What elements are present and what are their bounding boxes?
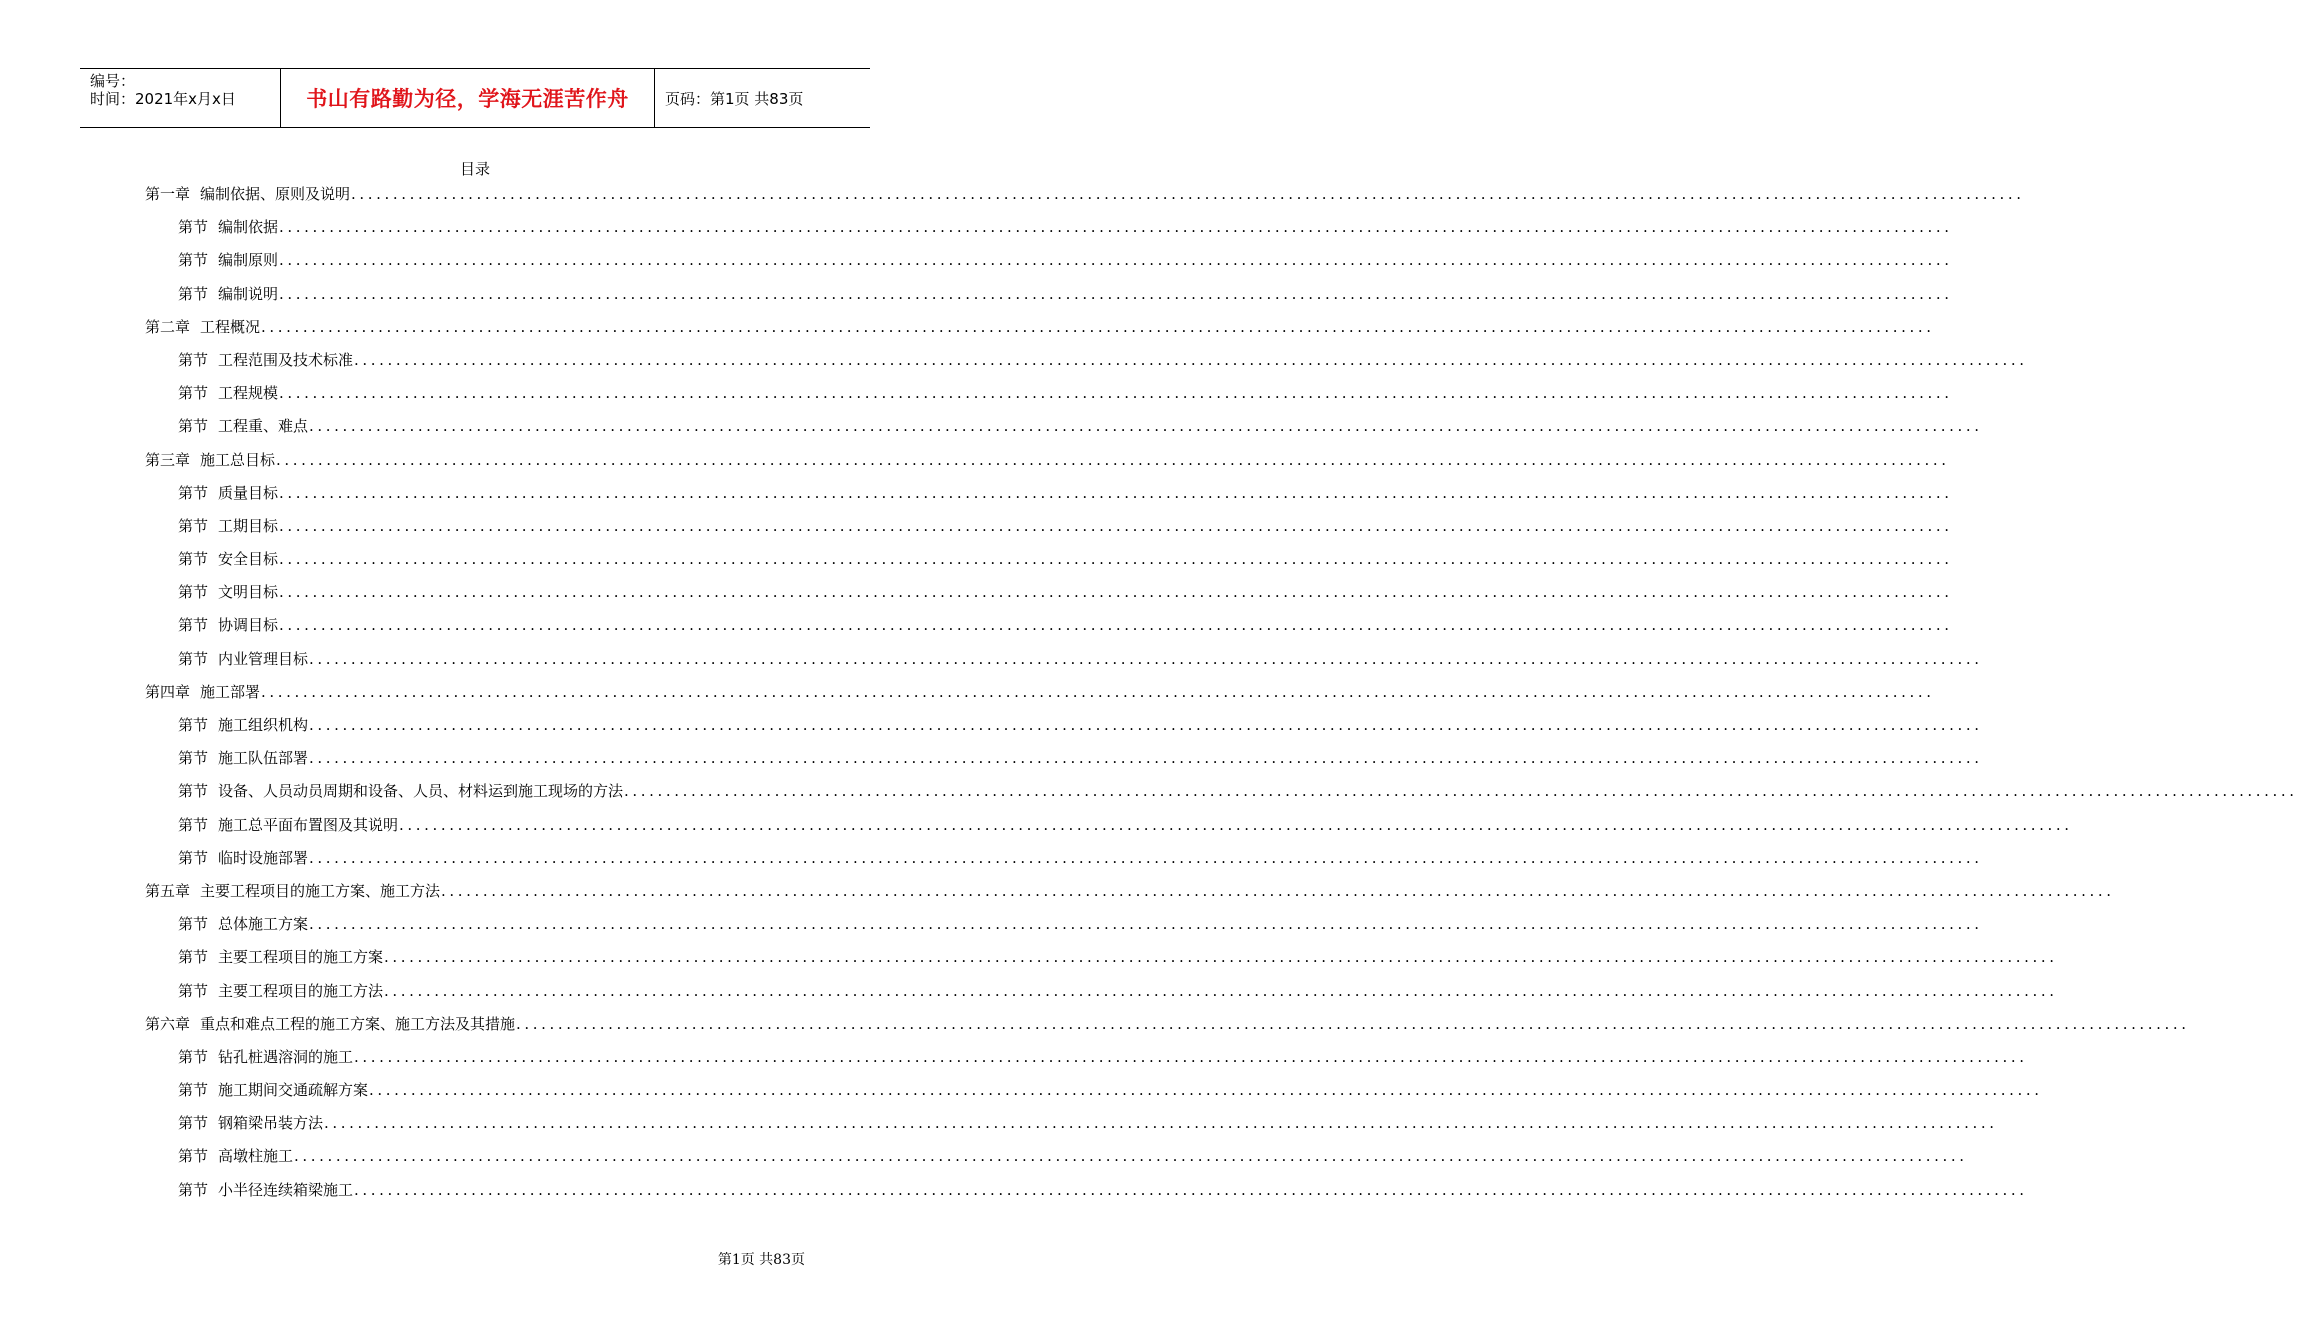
toc-entry-title: 工程概况 xyxy=(200,317,261,336)
toc-entry-number: 第一章 xyxy=(145,185,191,203)
toc-entry-title: 编制原则 xyxy=(218,251,279,270)
toc-dot-leader: ........................................................................................................................................................................................................ xyxy=(399,815,2073,834)
toc-section-entry[interactable] xyxy=(145,711,1983,744)
toc-section-entry[interactable] xyxy=(145,213,1953,246)
toc-section-entry[interactable] xyxy=(145,246,1953,279)
toc-section-entry[interactable] xyxy=(145,512,1953,545)
toc-dot-leader: ........................................................................................................................................................................................................ xyxy=(354,1180,2028,1199)
toc-dot-leader: ........................................................................................................................................................................................................ xyxy=(384,948,2058,967)
toc-dot-leader: ........................................................................................................................................................................................................ xyxy=(309,716,1983,734)
toc-dot-leader: ........................................................................................................................................................................................................ xyxy=(279,516,1953,535)
toc-entry-title: 总体施工方案 xyxy=(218,915,309,934)
toc-dot-leader: ........................................................................................................................................................................................................ xyxy=(309,649,1983,668)
toc-chapter-entry[interactable] xyxy=(145,877,2115,910)
toc-section-entry[interactable] xyxy=(145,844,1983,877)
toc-entry-number: 第四章 xyxy=(145,682,191,701)
toc-entry-number: 第节 xyxy=(178,1114,209,1133)
toc-entry-number: 第节 xyxy=(178,616,209,635)
toc-entry-title: 编制说明 xyxy=(218,284,279,303)
toc-section-entry[interactable] xyxy=(145,1043,2028,1076)
toc-entry-number: 第节 xyxy=(178,716,209,734)
toc-section-entry[interactable] xyxy=(145,777,2298,810)
toc-entry-number: 第节 xyxy=(178,981,209,1000)
toc-section-entry[interactable] xyxy=(145,545,1953,578)
toc-entry-title: 重点和难点工程的施工方案、施工方法及其措施 xyxy=(200,1014,516,1033)
toc-dot-leader: ........................................................................................................................................................................................................ xyxy=(279,251,1953,270)
toc-dot-leader: ........................................................................................................................................................................................................ xyxy=(279,483,1953,502)
toc-dot-leader: ........................................................................................................................................................................................................ xyxy=(261,317,1935,336)
toc-dot-leader: ........................................................................................................................................................................................................ xyxy=(279,550,1953,569)
toc-chapter-entry[interactable] xyxy=(145,313,1935,346)
toc-section-entry[interactable] xyxy=(145,479,1953,512)
toc-dot-leader: ........................................................................................................................................................................................................ xyxy=(279,218,1953,237)
toc-entry-title: 施工队伍部署 xyxy=(218,749,309,768)
toc-entry-title: 工程范围及技术标准 xyxy=(218,350,354,369)
toc-dot-leader: ........................................................................................................................................................................................................ xyxy=(351,185,2025,203)
toc-entry-number: 第节 xyxy=(178,483,209,502)
toc-entry-title: 钻孔桩遇溶洞的施工 xyxy=(218,1047,354,1066)
toc-entry-number: 第节 xyxy=(178,384,209,403)
toc-entry-number: 第节 xyxy=(178,417,209,436)
toc-section-entry[interactable] xyxy=(145,1176,2028,1209)
toc-entry-number: 第节 xyxy=(178,815,209,834)
toc-dot-leader: ........................................................................................................................................................................................................ xyxy=(624,782,2298,801)
toc-entry-title: 协调目标 xyxy=(218,616,279,635)
toc-title: 目录 xyxy=(459,160,490,178)
toc-entry-title: 高墩柱施工 xyxy=(218,1147,294,1166)
toc-entry-title: 工程规模 xyxy=(218,384,279,403)
toc-entry-number: 第节 xyxy=(178,1180,209,1199)
toc-entry-number: 第二章 xyxy=(145,317,191,336)
toc-chapter-entry[interactable] xyxy=(145,678,1935,711)
toc-chapter-entry[interactable] xyxy=(145,180,2025,213)
toc-chapter-entry[interactable] xyxy=(145,446,1950,479)
page-footer: 第1页 共83页 xyxy=(717,1252,805,1268)
toc-entry-number: 第节 xyxy=(178,218,209,237)
toc-entry-number: 第节 xyxy=(178,1147,209,1166)
document-date-label: 时间：2021年x月x日 xyxy=(90,90,236,108)
toc-section-entry[interactable] xyxy=(145,578,1953,611)
toc-entry-number: 第节 xyxy=(178,284,209,303)
page-header xyxy=(80,68,870,128)
toc-entry-number: 第节 xyxy=(178,749,209,768)
toc-entry-number: 第节 xyxy=(178,948,209,967)
toc-dot-leader: ........................................................................................................................................................................................................ xyxy=(279,616,1953,635)
header-page-number: 页码：第1页 共83页 xyxy=(665,89,804,108)
toc-dot-leader: ........................................................................................................................................................................................................ xyxy=(309,915,1983,934)
toc-dot-leader: ........................................................................................................................................................................................................ xyxy=(384,981,2058,1000)
header-motto: 书山有路勤为径，学海无涯苦作舟 xyxy=(281,69,655,127)
toc-dot-leader: ........................................................................................................................................................................................................ xyxy=(279,384,1953,403)
toc-entry-number: 第节 xyxy=(178,649,209,668)
toc-entry-title: 施工期间交通疏解方案 xyxy=(218,1081,369,1100)
toc-entry-number: 第节 xyxy=(178,848,209,867)
toc-entry-title: 工期目标 xyxy=(218,516,279,535)
toc-entry-title: 施工总目标 xyxy=(200,450,276,469)
toc-entry-title: 设备、人员动员周期和设备、人员、材料运到施工现场的方法 xyxy=(218,782,624,801)
toc-dot-leader: ........................................................................................................................................................................................................ xyxy=(294,1147,1968,1166)
toc-dot-leader: ........................................................................................................................................................................................................ xyxy=(354,350,2028,369)
toc-dot-leader: ........................................................................................................................................................................................................ xyxy=(309,417,1983,436)
toc-entry-title: 安全目标 xyxy=(218,550,279,569)
toc-entry-title: 主要工程项目的施工方案 xyxy=(218,948,384,967)
toc-entry-number: 第节 xyxy=(178,1047,209,1066)
toc-section-entry[interactable] xyxy=(145,412,1983,445)
toc-entry-title: 文明目标 xyxy=(218,583,279,602)
toc-section-entry[interactable] xyxy=(145,811,2073,844)
toc-entry-title: 施工组织机构 xyxy=(218,716,309,734)
toc-dot-leader: ........................................................................................................................................................................................................ xyxy=(279,284,1953,303)
toc-chapter-entry[interactable] xyxy=(145,1010,2190,1043)
toc-section-entry[interactable] xyxy=(145,280,1953,313)
toc-entry-title: 工程重、难点 xyxy=(218,417,309,436)
toc-entry-title: 编制依据、原则及说明 xyxy=(200,185,351,203)
table-of-contents xyxy=(145,180,2298,1209)
toc-entry-title: 钢箱梁吊装方法 xyxy=(218,1114,324,1133)
toc-dot-leader: ........................................................................................................................................................................................................ xyxy=(309,749,1983,768)
toc-entry-title: 施工部署 xyxy=(200,682,261,701)
toc-section-entry[interactable] xyxy=(145,645,1983,678)
toc-dot-leader: ........................................................................................................................................................................................................ xyxy=(261,682,1935,701)
toc-entry-number: 第节 xyxy=(178,915,209,934)
toc-section-entry[interactable] xyxy=(145,379,1953,412)
toc-entry-title: 质量目标 xyxy=(218,483,279,502)
toc-dot-leader: ........................................................................................................................................................................................................ xyxy=(441,881,2115,900)
toc-section-entry[interactable] xyxy=(145,910,1983,943)
toc-entry-number: 第节 xyxy=(178,782,209,801)
toc-entry-number: 第节 xyxy=(178,1081,209,1100)
toc-entry-number: 第节 xyxy=(178,550,209,569)
toc-dot-leader: ........................................................................................................................................................................................................ xyxy=(324,1114,1998,1133)
toc-dot-leader: ........................................................................................................................................................................................................ xyxy=(516,1014,2190,1033)
toc-entry-number: 第节 xyxy=(178,251,209,270)
toc-dot-leader: ........................................................................................................................................................................................................ xyxy=(354,1047,2028,1066)
toc-entry-number: 第节 xyxy=(178,350,209,369)
toc-entry-title: 临时设施部署 xyxy=(218,848,309,867)
toc-dot-leader: ........................................................................................................................................................................................................ xyxy=(276,450,1950,469)
toc-entry-number: 第六章 xyxy=(145,1014,191,1033)
toc-entry-number: 第节 xyxy=(178,583,209,602)
toc-entry-title: 施工总平面布置图及其说明 xyxy=(218,815,399,834)
document-number-label: 编号： xyxy=(90,72,136,90)
toc-dot-leader: ........................................................................................................................................................................................................ xyxy=(279,583,1953,602)
toc-entry-number: 第节 xyxy=(178,516,209,535)
toc-section-entry[interactable] xyxy=(145,977,2058,1010)
toc-section-entry[interactable] xyxy=(145,1142,1968,1175)
toc-entry-title: 小半径连续箱梁施工 xyxy=(218,1180,354,1199)
header-meta xyxy=(80,69,281,127)
toc-entry-title: 编制依据 xyxy=(218,218,279,237)
toc-entry-number: 第五章 xyxy=(145,881,191,900)
toc-entry-title: 主要工程项目的施工方法 xyxy=(218,981,384,1000)
toc-section-entry[interactable] xyxy=(145,1076,2043,1109)
toc-section-entry[interactable] xyxy=(145,1109,1998,1142)
toc-entry-title: 主要工程项目的施工方案、施工方法 xyxy=(200,881,441,900)
toc-entry-number: 第三章 xyxy=(145,450,191,469)
toc-section-entry[interactable] xyxy=(145,943,2058,976)
toc-dot-leader: ........................................................................................................................................................................................................ xyxy=(309,848,1983,867)
toc-section-entry[interactable] xyxy=(145,611,1953,644)
toc-entry-title: 内业管理目标 xyxy=(218,649,309,668)
toc-section-entry[interactable] xyxy=(145,346,2028,379)
toc-section-entry[interactable] xyxy=(145,744,1983,777)
toc-dot-leader: ........................................................................................................................................................................................................ xyxy=(369,1081,2043,1100)
